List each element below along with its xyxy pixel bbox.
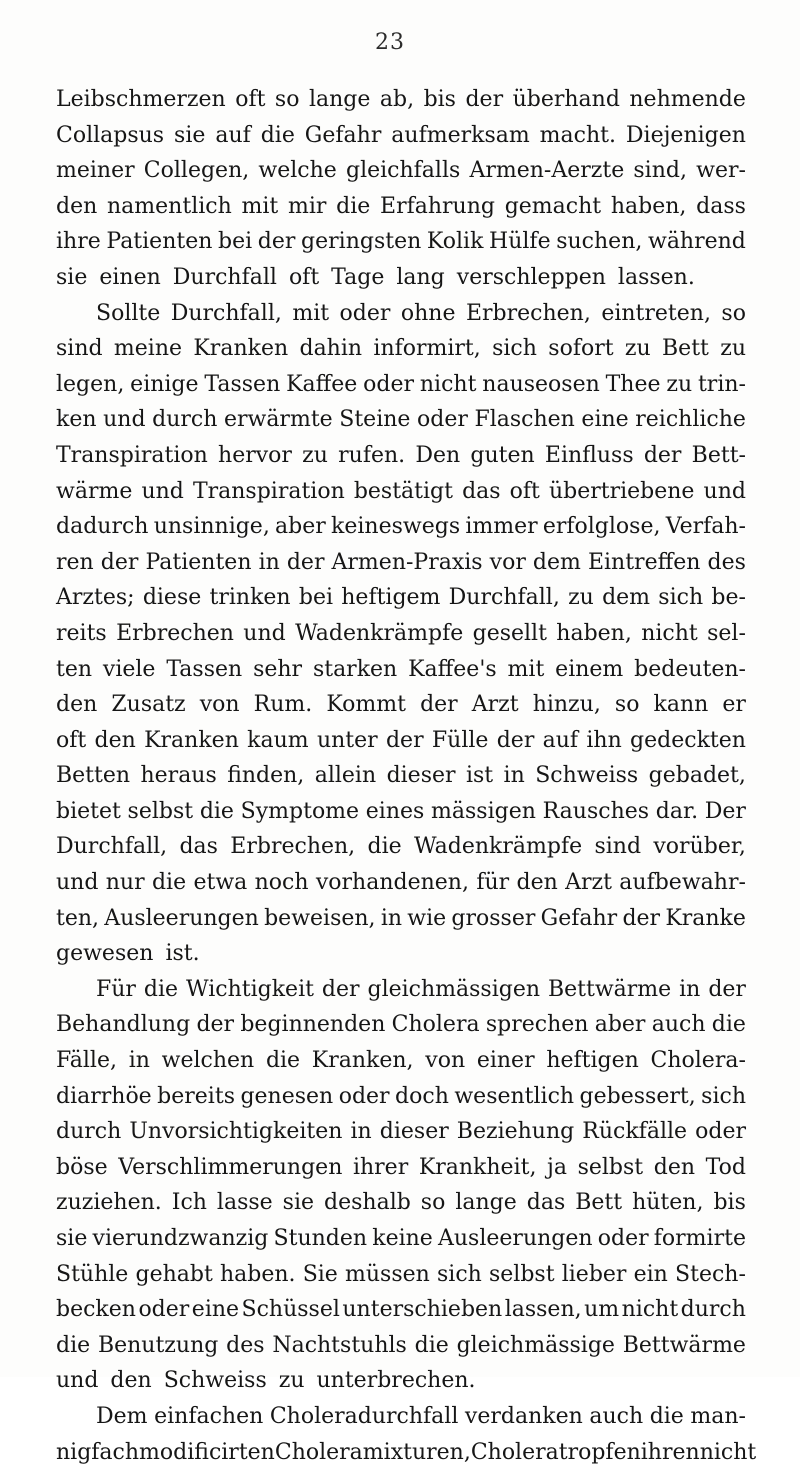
text-line: böse Verschlimmerungen ihrer Krankheit, ja selbst den Tod — [56, 1154, 746, 1180]
text-line: und den Schweiss zu unterbrechen. — [56, 1368, 476, 1394]
text-line: sind meine Kranken dahin informirt, sich sofort zu Bett zu — [56, 336, 746, 362]
text-line: ten viele Tassen sehr starken Kaffee's mit einem bedeuten- — [56, 656, 746, 682]
text-line: oft den Kranken kaum unter der Fülle der auf ihn gedeckten — [56, 727, 746, 753]
text-line: ken und durch erwärmte Steine oder Flaschen eine reichliche — [56, 407, 746, 433]
text-line: ten, Ausleerungen beweisen, in wie grosser Gefahr der Kranke — [56, 905, 746, 931]
text-line: diarrhöe bereits genesen oder doch wesentlich gebessert, sich — [56, 1083, 746, 1109]
text-line: durch Unvorsichtigkeiten in dieser Beziehung Rückfälle oder — [56, 1119, 746, 1145]
text-line: ihre Patienten bei der geringsten Kolik Hülfe suchen, während — [56, 229, 746, 255]
text-line: bietet selbst die Symptome eines mässigen Rausches dar. Der — [56, 798, 746, 824]
text-line: dadurch unsinnige, aber keineswegs immer erfolglose, Verfah- — [56, 514, 746, 540]
text-line: nigfach modificirten Choleramixturen, Choleratropfen ihren nicht — [56, 1439, 757, 1465]
text-line: Durchfall, das Erbrechen, die Wadenkrämpfe sind vorüber, — [56, 834, 746, 860]
text-line: zuziehen. Ich lasse sie deshalb so lange das Bett hüten, bis — [56, 1190, 746, 1216]
text-line: und nur die etwa noch vorhandenen, für den Arzt aufbewahr- — [56, 870, 746, 896]
text-line: sie vierundzwanzig Stunden keine Ausleerungen oder formirte — [56, 1226, 746, 1251]
text-line: becken oder eine Schüssel unterschieben lassen, um nicht durch — [56, 1297, 746, 1323]
text-line: Sollte Durchfall, mit oder ohne Erbrechen, eintreten, so — [96, 300, 746, 326]
text-line: Fälle, in welchen die Kranken, von einer heftigen Cholera- — [56, 1048, 746, 1074]
text-line: Stühle gehabt haben. Sie müssen sich selbst lieber ein Stech- — [56, 1261, 746, 1287]
text-line: den namentlich mit mir die Erfahrung gemacht haben, dass — [56, 193, 746, 219]
text-line: ren der Patienten in der Armen-Praxis vor dem Eintreffen des — [56, 549, 746, 575]
page-number: 23 — [375, 30, 405, 55]
text-line: Transpiration hervor zu rufen. Den guten Einfluss der Bett- — [56, 442, 746, 468]
text-line: reits Erbrechen und Wadenkrämpfe gesellt haben, nicht sel- — [56, 620, 746, 646]
text-line: wärme und Transpiration bestätigt das oft übertriebene und — [56, 478, 746, 504]
text-line: Leibschmerzen oft so lange ab, bis der überhand nehmende — [56, 87, 746, 112]
text-line: gewesen ist. — [56, 941, 200, 967]
text-line: sie einen Durchfall oft Tage lang verschleppen lassen. — [56, 264, 695, 290]
text-line: Dem einfachen Choleradurchfall verdanken auch die man- — [96, 1403, 746, 1429]
text-line: die Benutzung des Nachtstuhls die gleichmässige Bettwärme — [56, 1332, 746, 1358]
text-line: meiner Collegen, welche gleichfalls Armen-Aerzte sind, wer- — [56, 158, 746, 184]
text-line: Collapsus sie auf die Gefahr aufmerksam macht. Diejenigen — [56, 122, 746, 148]
text-line: den Zusatz von Rum. Kommt der Arzt hinzu, so kann er — [56, 692, 746, 718]
text-line: Arztes; diese trinken bei heftigem Durchfall, zu dem sich be- — [56, 585, 746, 611]
body-text — [56, 82, 757, 1470]
text-line: Betten heraus finden, allein dieser ist in Schweiss gebadet, — [56, 763, 746, 789]
text-line: Behandlung der beginnenden Cholera sprechen aber auch die — [56, 1012, 746, 1038]
text-line: legen, einige Tassen Kaffee oder nicht nauseosen Thee zu trin- — [56, 371, 746, 397]
text-line: Für die Wichtigkeit der gleichmässigen Bettwärme in der — [96, 976, 746, 1002]
